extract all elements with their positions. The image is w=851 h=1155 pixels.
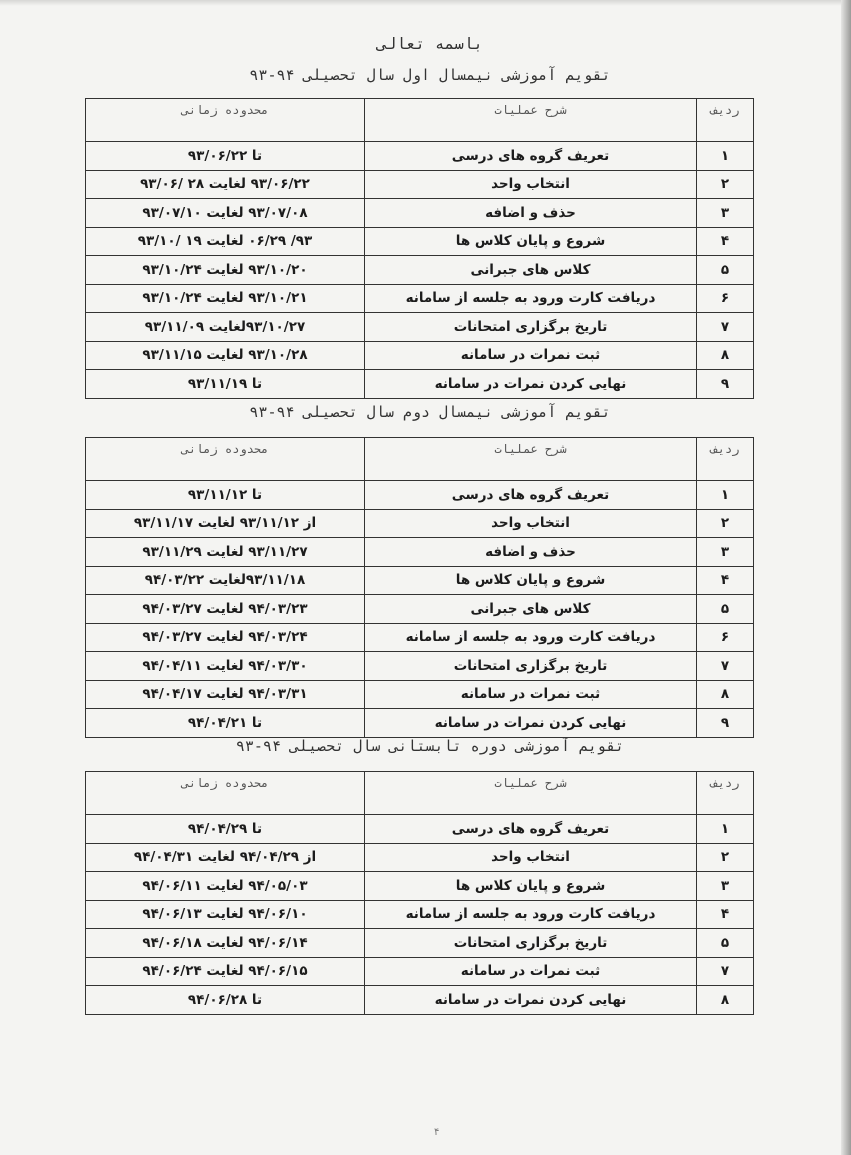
table-header-row <box>86 99 754 142</box>
table-row <box>86 313 754 342</box>
row-number-cell: ۵ <box>697 256 754 285</box>
summer-term-calendar-table <box>85 771 754 1015</box>
row-number-cell: ۵ <box>697 595 754 624</box>
table-row <box>86 872 754 901</box>
table-row <box>86 509 754 538</box>
date-range-cell: از ۹۳/۱۱/۱۲ لغایت ۹۳/۱۱/۱۷ <box>86 509 365 538</box>
description-cell: نهایی کردن نمرات در سامانه <box>365 986 697 1015</box>
date-range-cell: تا ۹۳/۰۶/۲۲ <box>86 142 365 171</box>
description-cell: دریافت کارت ورود به جلسه از سامانه <box>365 900 697 929</box>
table-row <box>86 957 754 986</box>
table-row <box>86 227 754 256</box>
row-number-cell: ۲ <box>697 509 754 538</box>
first-semester-calendar-table <box>85 98 754 399</box>
table-row <box>86 199 754 228</box>
date-range-cell: ۹۴/۰۶/۱۰ لغایت ۹۴/۰۶/۱۳ <box>86 900 365 929</box>
date-range-cell: ۹۴/۰۶/۱۵ لغایت ۹۴/۰۶/۲۴ <box>86 957 365 986</box>
row-number-cell: ۱ <box>697 815 754 844</box>
description-cell: تعریف گروه های درسی <box>365 481 697 510</box>
description-cell: انتخاب واحد <box>365 509 697 538</box>
row-number-cell: ۷ <box>697 957 754 986</box>
description-cell: کلاس های جبرانی <box>365 595 697 624</box>
date-range-cell: ۹۳/ ۰۶/۲۹ لغایت ۱۹ /۹۳/۱۰ <box>86 227 365 256</box>
date-range-cell: تا ۹۴/۰۶/۲۸ <box>86 986 365 1015</box>
description-cell: انتخاب واحد <box>365 170 697 199</box>
table-row <box>86 481 754 510</box>
row-number-cell: ۶ <box>697 284 754 313</box>
table-row <box>86 623 754 652</box>
header-description: شرح عملیات <box>365 99 697 142</box>
description-cell: تاریخ برگزاری امتحانات <box>365 313 697 342</box>
date-range-cell: ۹۴/۰۳/۳۱ لغایت ۹۴/۰۴/۱۷ <box>86 680 365 709</box>
date-range-cell: ۹۴/۰۵/۰۳ لغایت ۹۴/۰۶/۱۱ <box>86 872 365 901</box>
table-row <box>86 256 754 285</box>
table-row <box>86 341 754 370</box>
header-row-number: ردیف <box>697 99 754 142</box>
second-semester-calendar-table <box>85 437 754 738</box>
date-range-cell: ۹۳/۰۷/۰۸ لغایت ۹۳/۰۷/۱۰ <box>86 199 365 228</box>
description-cell: شروع و پایان کلاس ها <box>365 872 697 901</box>
table-header-row <box>86 772 754 815</box>
table-row <box>86 566 754 595</box>
date-range-cell: ۹۴/۰۶/۱۴ لغایت ۹۴/۰۶/۱۸ <box>86 929 365 958</box>
date-range-cell: ۹۳/۱۰/۲۰ لغایت ۹۳/۱۰/۲۴ <box>86 256 365 285</box>
basmala-heading: باسمه تعالی <box>377 34 483 53</box>
row-number-cell: ۵ <box>697 929 754 958</box>
row-number-cell: ۸ <box>697 341 754 370</box>
row-number-cell: ۸ <box>697 986 754 1015</box>
row-number-cell: ۳ <box>697 538 754 567</box>
row-number-cell: ۳ <box>697 872 754 901</box>
description-cell: دریافت کارت ورود به جلسه از سامانه <box>365 284 697 313</box>
description-cell: تعریف گروه های درسی <box>365 142 697 171</box>
description-cell: ثبت نمرات در سامانه <box>365 957 697 986</box>
row-number-cell: ۷ <box>697 652 754 681</box>
row-number-cell: ۸ <box>697 680 754 709</box>
table-row <box>86 538 754 567</box>
description-cell: حذف و اضافه <box>365 199 697 228</box>
description-cell: شروع و پایان کلاس ها <box>365 227 697 256</box>
table-row <box>86 680 754 709</box>
header-description: شرح عملیات <box>365 772 697 815</box>
date-range-cell: ۹۳/۱۰/۲۷لغایت ۹۳/۱۱/۰۹ <box>86 313 365 342</box>
date-range-cell: تا ۹۳/۱۱/۱۹ <box>86 370 365 399</box>
table-row <box>86 170 754 199</box>
table-row <box>86 929 754 958</box>
section-title-summer-term: تقویم آموزشی دوره تابستانی سال تحصیلی ۹۴-۹۳ <box>235 737 625 755</box>
table-row <box>86 652 754 681</box>
page-mark: ۴ <box>434 1127 440 1138</box>
date-range-cell: ۹۳/۱۰/۲۸ لغایت ۹۳/۱۱/۱۵ <box>86 341 365 370</box>
table-row <box>86 284 754 313</box>
row-number-cell: ۲ <box>697 843 754 872</box>
description-cell: دریافت کارت ورود به جلسه از سامانه <box>365 623 697 652</box>
description-cell: نهایی کردن نمرات در سامانه <box>365 370 697 399</box>
table-row <box>86 900 754 929</box>
description-cell: تاریخ برگزاری امتحانات <box>365 929 697 958</box>
description-cell: کلاس های جبرانی <box>365 256 697 285</box>
date-range-cell: از ۹۴/۰۴/۲۹ لغایت ۹۴/۰۴/۳۱ <box>86 843 365 872</box>
date-range-cell: تا ۹۴/۰۴/۲۹ <box>86 815 365 844</box>
description-cell: تاریخ برگزاری امتحانات <box>365 652 697 681</box>
date-range-cell: تا ۹۳/۱۱/۱۲ <box>86 481 365 510</box>
section-title-second-semester: تقویم آموزشی نیمسال دوم سال تحصیلی ۹۴-۹۳ <box>249 403 611 421</box>
table-row <box>86 595 754 624</box>
description-cell: حذف و اضافه <box>365 538 697 567</box>
row-number-cell: ۹ <box>697 370 754 399</box>
table-row <box>86 815 754 844</box>
row-number-cell: ۳ <box>697 199 754 228</box>
date-range-cell: تا ۹۴/۰۴/۲۱ <box>86 709 365 738</box>
description-cell: نهایی کردن نمرات در سامانه <box>365 709 697 738</box>
date-range-cell: ۹۴/۰۳/۲۳ لغایت ۹۴/۰۳/۲۷ <box>86 595 365 624</box>
section-title-first-semester: تقویم آموزشی نیمسال اول سال تحصیلی ۹۴-۹۳ <box>249 66 611 84</box>
date-range-cell: ۹۴/۰۳/۳۰ لغایت ۹۴/۰۴/۱۱ <box>86 652 365 681</box>
header-date-range: محدوده زمانی <box>86 99 365 142</box>
row-number-cell: ۴ <box>697 566 754 595</box>
table-row <box>86 370 754 399</box>
row-number-cell: ۷ <box>697 313 754 342</box>
header-row-number: ردیف <box>697 438 754 481</box>
date-range-cell: ۹۴/۰۳/۲۴ لغایت ۹۴/۰۳/۲۷ <box>86 623 365 652</box>
scan-top-edge <box>0 0 851 6</box>
header-row-number: ردیف <box>697 772 754 815</box>
header-date-range: محدوده زمانی <box>86 772 365 815</box>
description-cell: انتخاب واحد <box>365 843 697 872</box>
row-number-cell: ۲ <box>697 170 754 199</box>
row-number-cell: ۱ <box>697 481 754 510</box>
row-number-cell: ۹ <box>697 709 754 738</box>
description-cell: شروع و پایان کلاس ها <box>365 566 697 595</box>
row-number-cell: ۱ <box>697 142 754 171</box>
description-cell: ثبت نمرات در سامانه <box>365 341 697 370</box>
row-number-cell: ۴ <box>697 900 754 929</box>
date-range-cell: ۹۳/۰۶/۲۲ لغایت ۲۸ /۹۳/۰۶ <box>86 170 365 199</box>
table-row <box>86 986 754 1015</box>
date-range-cell: ۹۳/۱۰/۲۱ لغایت ۹۳/۱۰/۲۴ <box>86 284 365 313</box>
table-header-row <box>86 438 754 481</box>
row-number-cell: ۶ <box>697 623 754 652</box>
scan-right-edge <box>841 0 851 1155</box>
date-range-cell: ۹۳/۱۱/۱۸لغایت ۹۴/۰۳/۲۲ <box>86 566 365 595</box>
description-cell: ثبت نمرات در سامانه <box>365 680 697 709</box>
date-range-cell: ۹۳/۱۱/۲۷ لغایت ۹۳/۱۱/۲۹ <box>86 538 365 567</box>
table-row <box>86 843 754 872</box>
row-number-cell: ۴ <box>697 227 754 256</box>
table-row <box>86 142 754 171</box>
header-description: شرح عملیات <box>365 438 697 481</box>
description-cell: تعریف گروه های درسی <box>365 815 697 844</box>
table-row <box>86 709 754 738</box>
header-date-range: محدوده زمانی <box>86 438 365 481</box>
